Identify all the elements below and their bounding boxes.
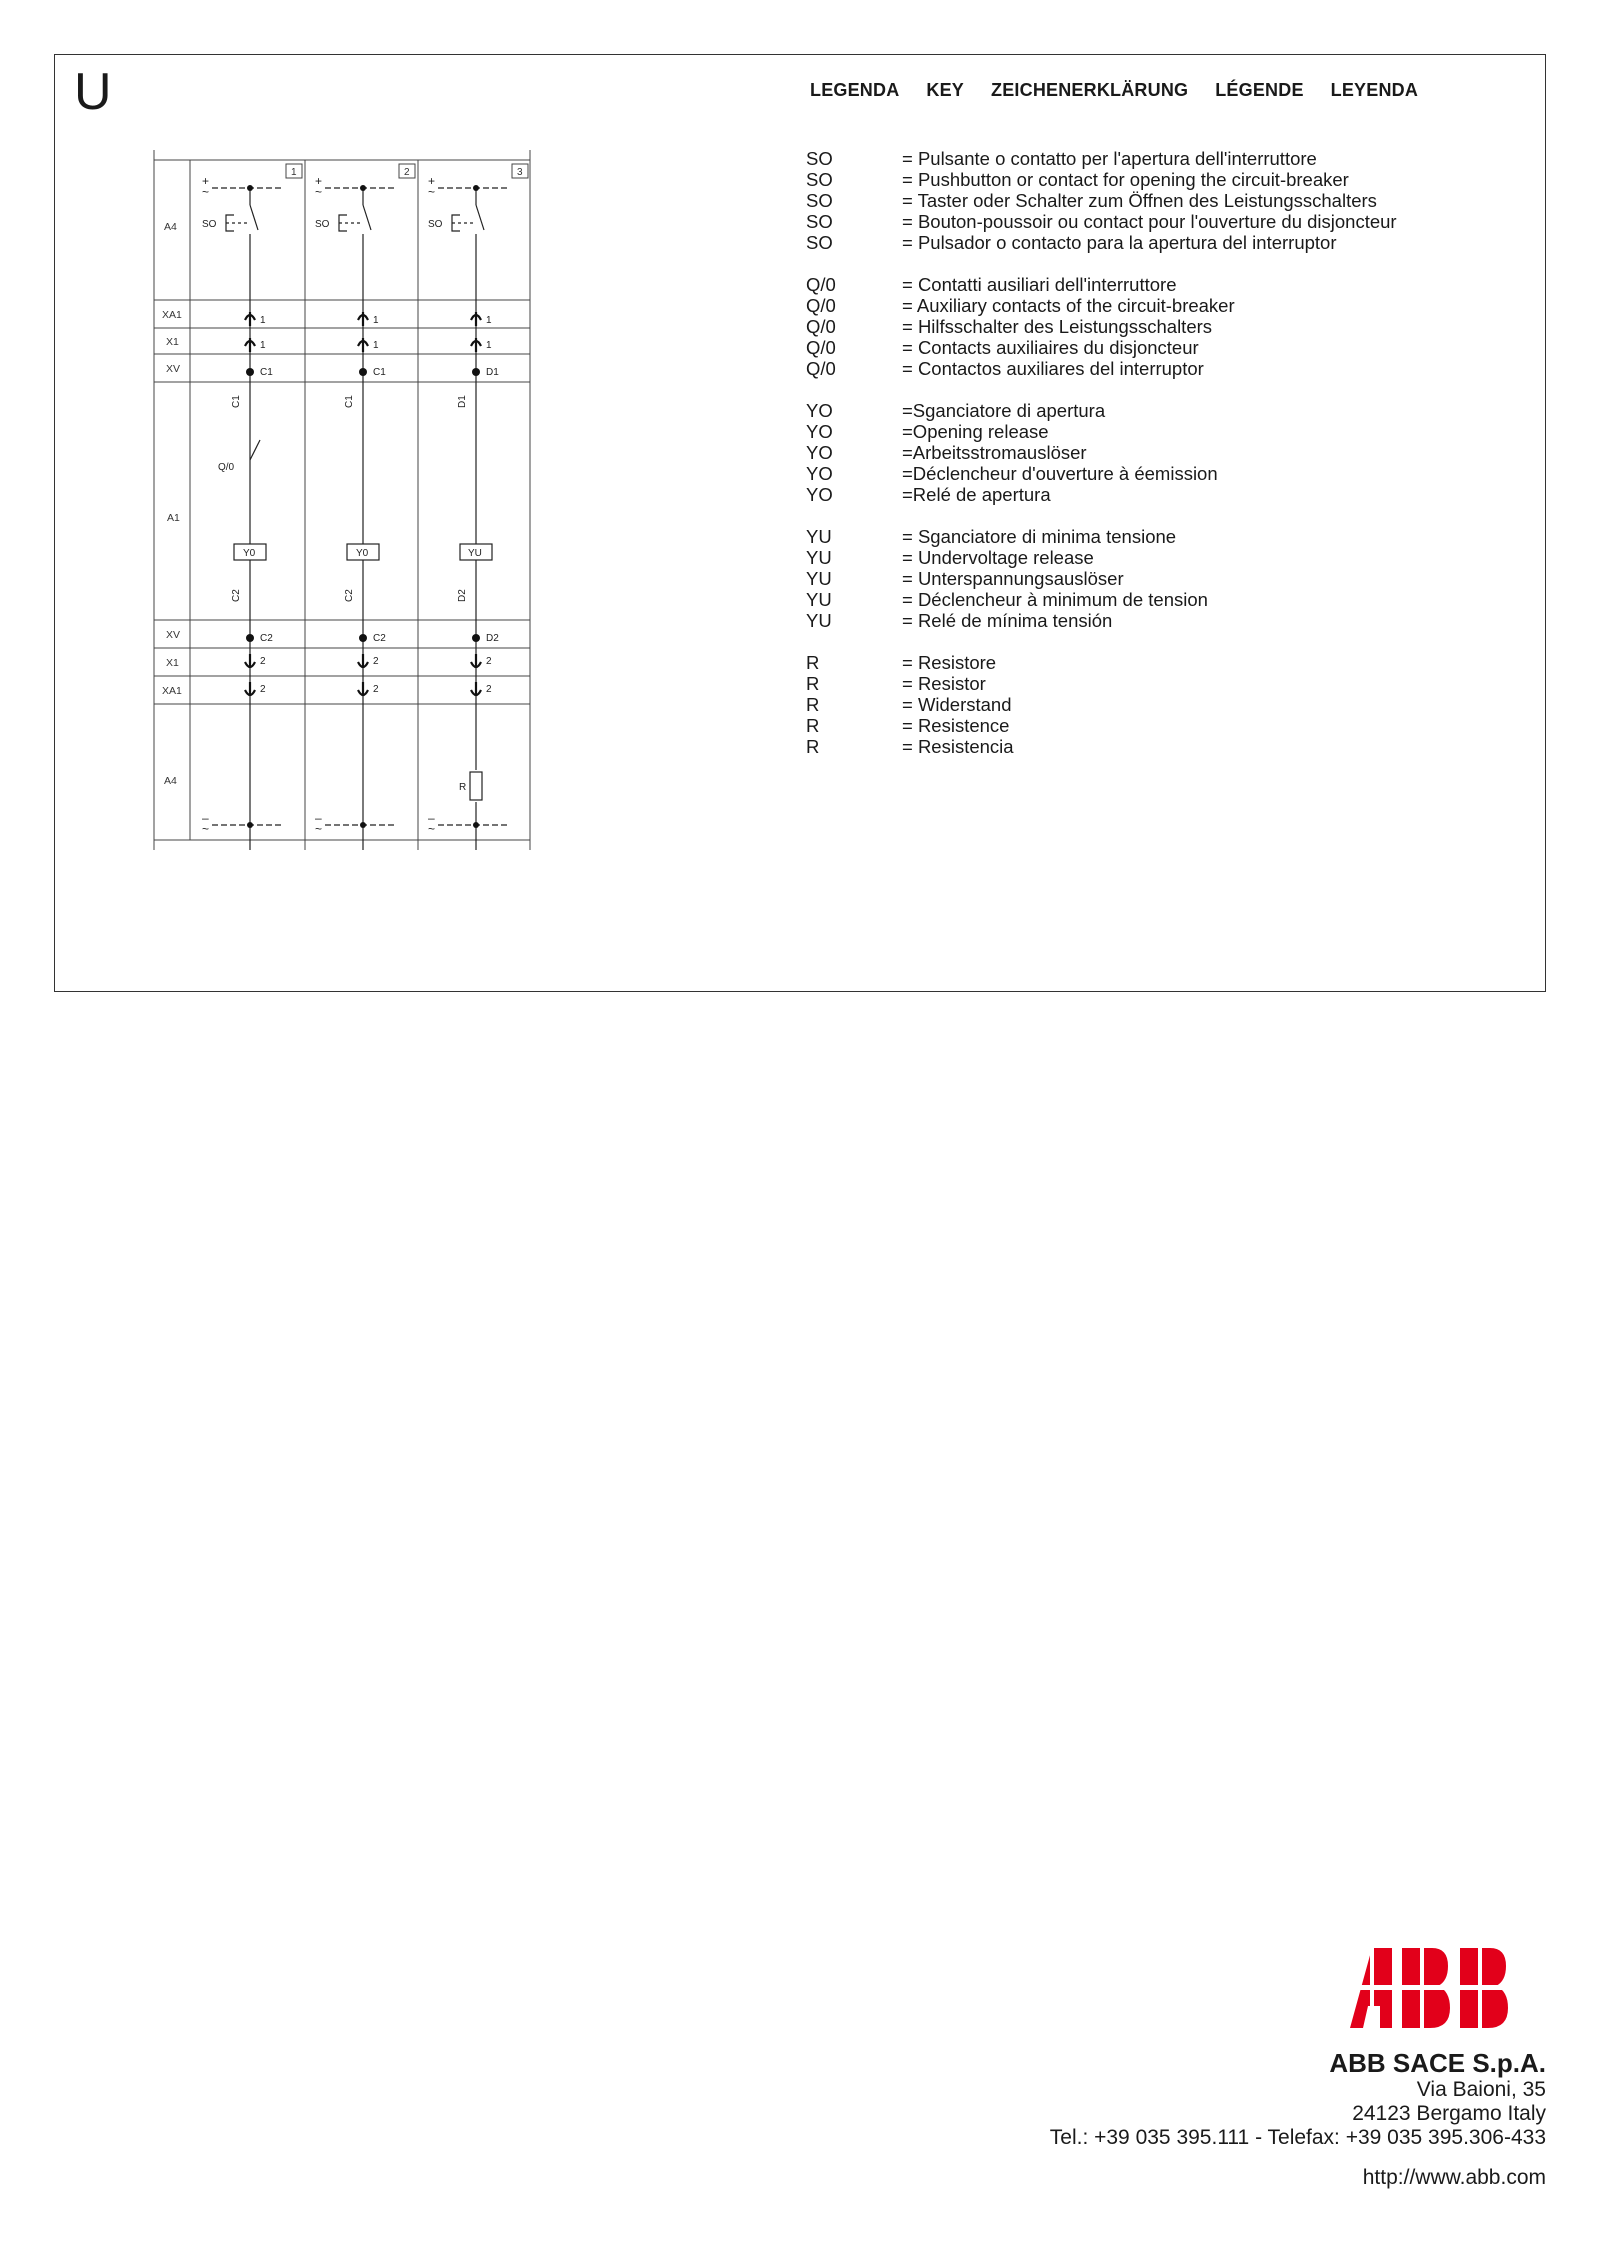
terminal-label: 1: [260, 340, 266, 351]
legend-heading-it: LEGENDA: [810, 80, 900, 100]
legend-code: YU: [806, 568, 832, 589]
legend-desc: = Taster oder Schalter zum Öffnen des Leistungsschalters: [902, 190, 1377, 211]
legend-code: Q/0: [806, 337, 836, 358]
coil-label: Y0: [243, 548, 256, 559]
legend-desc: = Contacts auxiliaires du disjoncteur: [902, 337, 1199, 358]
legend-row: [806, 715, 1506, 736]
terminal-label: 2: [373, 684, 379, 695]
legend-group-yu: [806, 526, 1506, 631]
terminal-label: 2: [260, 656, 266, 667]
legend-code: YU: [806, 610, 832, 631]
address-street: Via Baioni, 35: [1416, 2078, 1546, 2101]
legend-code: YO: [806, 421, 833, 442]
minus-symbol: –: [202, 811, 209, 825]
legend-code: YO: [806, 484, 833, 505]
legend-code: Q/0: [806, 358, 836, 379]
legend-code: Q/0: [806, 274, 836, 295]
wire-label: C1: [344, 395, 355, 408]
legend-row: [806, 442, 1506, 463]
row-label-xv: XV: [166, 629, 181, 641]
legend-row: [806, 169, 1506, 190]
legend-list: [806, 148, 1506, 778]
column-number: 3: [517, 167, 523, 178]
terminal-label: 1: [260, 315, 266, 326]
legend-code: SO: [806, 232, 833, 253]
terminal-label: 2: [486, 656, 492, 667]
legend-desc: = Pushbutton or contact for opening the circuit-breaker: [902, 169, 1349, 190]
phone-fax: Tel.: +39 035 395.111 - Telefax: +39 035 395.306-433: [1049, 2126, 1546, 2149]
legend-row: [806, 736, 1506, 757]
legend-desc: =Déclencheur d'ouverture à éemission: [902, 463, 1218, 484]
terminal-label: 1: [373, 340, 379, 351]
legend-code: SO: [806, 190, 833, 211]
column-number: 2: [404, 167, 410, 178]
wire-label: C1: [231, 395, 242, 408]
xv-label: D2: [486, 633, 499, 644]
wiring-diagram: [150, 150, 540, 860]
legend-code: SO: [806, 211, 833, 232]
legend-row: [806, 232, 1506, 253]
legend-desc: =Arbeitsstromauslöser: [902, 442, 1087, 463]
legend-row: [806, 337, 1506, 358]
legend-row: [806, 568, 1506, 589]
legend-code: YO: [806, 442, 833, 463]
legend-desc: =Opening release: [902, 421, 1049, 442]
terminal-label: 1: [486, 315, 492, 326]
website-link[interactable]: http://www.abb.com: [1362, 2166, 1546, 2189]
legend-desc: = Déclencheur à minimum de tension: [902, 589, 1208, 610]
legend-row: [806, 148, 1506, 169]
switch-label-so: SO: [202, 219, 217, 230]
legend-row: [806, 484, 1506, 505]
legend-code: Q/0: [806, 316, 836, 337]
legend-desc: = Widerstand: [902, 694, 1012, 715]
terminal-label: 1: [373, 315, 379, 326]
terminal-label: 1: [486, 340, 492, 351]
legend-heading-es: LEYENDA: [1330, 80, 1419, 100]
ac-symbol: ~: [202, 822, 210, 836]
legend-header: [810, 80, 1418, 101]
wire-label: C2: [344, 589, 355, 602]
terminal-label: 2: [486, 684, 492, 695]
xv-label: C2: [260, 633, 273, 644]
legend-desc: =Sganciatore di apertura: [902, 400, 1106, 421]
legend-row: [806, 274, 1506, 295]
legend-group-q0: [806, 274, 1506, 379]
row-label-a4: A4: [164, 775, 177, 787]
legend-code: YU: [806, 526, 832, 547]
legend-code: SO: [806, 148, 833, 169]
legend-desc: = Auxiliary contacts of the circuit-breaker: [902, 295, 1235, 316]
row-label-xv: XV: [166, 363, 181, 375]
legend-row: [806, 673, 1506, 694]
legend-code: R: [806, 694, 820, 715]
plus-symbol: +: [202, 174, 210, 188]
abb-logo: [1350, 1948, 1546, 2028]
legend-heading-fr: LÉGENDE: [1215, 80, 1304, 100]
plus-symbol: +: [315, 174, 323, 188]
coil-label: Y0: [356, 548, 369, 559]
legend-desc: = Hilfsschalter des Leistungsschalters: [902, 316, 1213, 337]
row-label-a1: A1: [167, 512, 180, 524]
legend-row: [806, 190, 1506, 211]
column-number: 1: [291, 167, 297, 178]
legend-code: R: [806, 673, 820, 694]
legend-desc: = Undervoltage release: [902, 547, 1094, 568]
xv-label: D1: [486, 367, 499, 378]
legend-group-r: [806, 652, 1506, 757]
legend-row: [806, 526, 1506, 547]
legend-code: R: [806, 652, 820, 673]
legend-desc: = Sganciatore di minima tensione: [902, 526, 1177, 547]
legend-desc: = Contatti ausiliari dell'interruttore: [902, 274, 1177, 295]
switch-label-so: SO: [315, 219, 330, 230]
legend-desc: = Resistore: [902, 652, 997, 673]
company-info: [1050, 2048, 1546, 2190]
legend-desc: = Pulsante o contatto per l'apertura dell'interruttore: [902, 148, 1317, 169]
legend-row: [806, 694, 1506, 715]
legend-row: [806, 400, 1506, 421]
row-label-a4: A4: [164, 221, 177, 233]
minus-symbol: –: [428, 811, 435, 825]
legend-code: R: [806, 736, 820, 757]
row-label-xa1: XA1: [162, 309, 182, 321]
legend-desc: = Contactos auxiliares del interruptor: [902, 358, 1204, 379]
switch-label-so: SO: [428, 219, 443, 230]
wire-label: D1: [457, 395, 468, 408]
legend-row: [806, 295, 1506, 316]
ac-symbol: ~: [202, 185, 210, 199]
legend-desc: = Pulsador o contacto para la apertura del interruptor: [902, 232, 1337, 253]
company-name: ABB SACE S.p.A.: [1329, 2048, 1546, 2078]
legend-code: Q/0: [806, 295, 836, 316]
legend-row: [806, 610, 1506, 631]
ac-symbol: ~: [428, 822, 436, 836]
terminal-label: 2: [260, 684, 266, 695]
legend-row: [806, 358, 1506, 379]
ac-symbol: ~: [315, 185, 323, 199]
legend-code: YU: [806, 547, 832, 568]
legend-desc: = Resistence: [902, 715, 1010, 736]
resistor-label: R: [459, 782, 467, 793]
legend-desc: = Resistor: [902, 673, 986, 694]
ac-symbol: ~: [315, 822, 323, 836]
legend-desc: = Bouton-poussoir ou contact pour l'ouverture du disjoncteur: [902, 211, 1397, 232]
legend-code: YO: [806, 463, 833, 484]
legend-desc: = Resistencia: [902, 736, 1014, 757]
legend-heading-en: KEY: [926, 80, 965, 100]
legend-desc: =Relé de apertura: [902, 484, 1051, 505]
xv-label: C1: [260, 367, 273, 378]
minus-symbol: –: [315, 811, 322, 825]
legend-desc: = Unterspannungsauslöser: [902, 568, 1124, 589]
legend-row: [806, 463, 1506, 484]
address-city: 24123 Bergamo Italy: [1352, 2102, 1546, 2125]
ac-symbol: ~: [428, 185, 436, 199]
row-label-x1: X1: [166, 657, 179, 669]
legend-row: [806, 421, 1506, 442]
row-label-x1: X1: [166, 336, 179, 348]
aux-contact-label: Q/0: [218, 462, 235, 473]
section-letter: U: [74, 63, 112, 121]
legend-group-yo: [806, 400, 1506, 505]
legend-heading-de: ZEICHENERKLÄRUNG: [991, 80, 1189, 100]
legend-code: SO: [806, 169, 833, 190]
wire-label: C2: [231, 589, 242, 602]
legend-row: [806, 211, 1506, 232]
legend-row: [806, 547, 1506, 568]
plus-symbol: +: [428, 174, 436, 188]
legend-group-so: [806, 148, 1506, 253]
legend-code: YO: [806, 400, 833, 421]
legend-desc: = Relé de mínima tensión: [902, 610, 1113, 631]
legend-code: YU: [806, 589, 832, 610]
legend-row: [806, 652, 1506, 673]
terminal-label: 2: [373, 656, 379, 667]
legend-code: R: [806, 715, 820, 736]
row-label-xa1: XA1: [162, 685, 182, 697]
legend-row: [806, 589, 1506, 610]
resistor-r: [470, 772, 482, 800]
xv-label: C1: [373, 367, 386, 378]
wire-label: D2: [457, 589, 468, 602]
xv-label: C2: [373, 633, 386, 644]
coil-label: YU: [468, 548, 482, 559]
legend-row: [806, 316, 1506, 337]
